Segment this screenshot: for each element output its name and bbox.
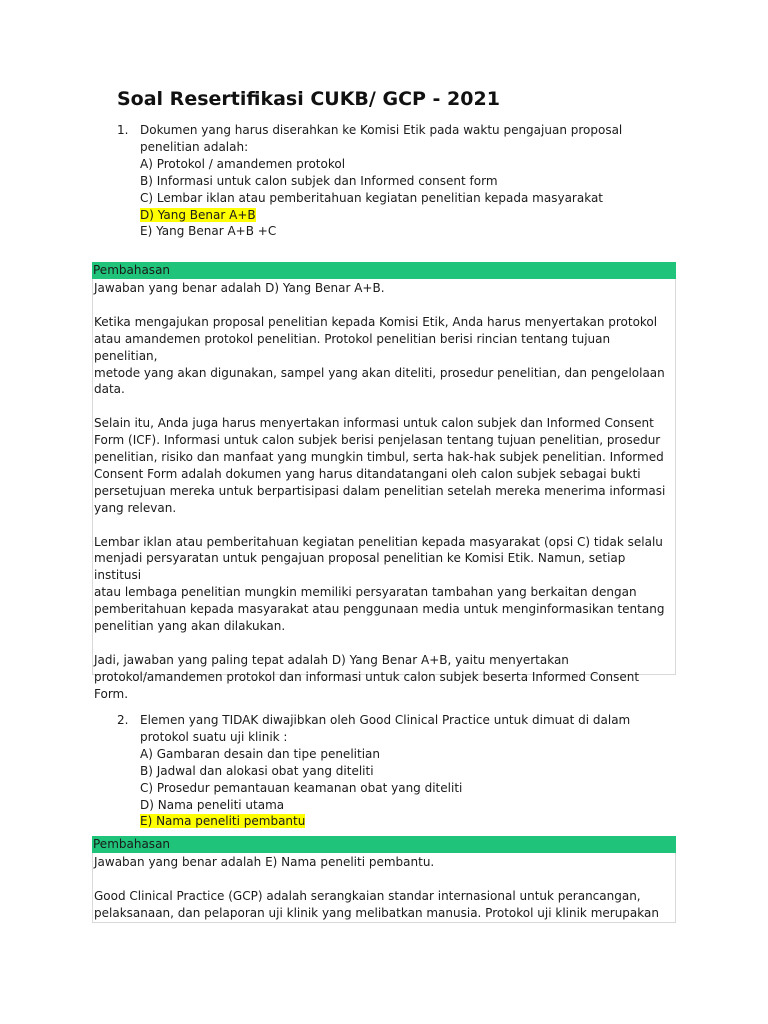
discussion-body [93, 853, 675, 922]
question-number: 2. [117, 713, 129, 727]
question-number: 1. [117, 123, 129, 137]
option-b: B) Jadwal dan alokasi obat yang diteliti [140, 763, 374, 778]
discussion-paragraph: Ketika mengajukan proposal penelitian kepada Komisi Etik, Anda harus menyertakan protokol atau amandemen protokol penelitian. Protokol penelitian berisi rincian tentang tujuan penelitian, metode yang akan digunakan, sampel yang akan diteliti, prosedur penelitian, dan pengelolaan data. [94, 314, 665, 397]
discussion-body [93, 279, 675, 703]
option-b: B) Informasi untuk calon subjek dan Informed consent form [140, 173, 498, 188]
question-text-line: Dokumen yang harus diserahkan ke Komisi Etik pada waktu pengajuan proposal [140, 123, 623, 137]
question-text-line: protokol suatu uji klinik : [140, 729, 288, 744]
question-2 [117, 712, 677, 830]
discussion-box-1 [92, 262, 676, 701]
discussion-paragraph: Good Clinical Practice (GCP) adalah serangkaian standar internasional untuk perancangan, pelaksanaan, dan pelaporan uji klinik yang melibatkan manusia. Protokol uji klinik merupakan [94, 888, 659, 920]
discussion-paragraph: Jawaban yang benar adalah D) Yang Benar A+B. [94, 281, 385, 295]
option-d-highlighted: D) Yang Benar A+B [140, 207, 256, 222]
discussion-box-2 [92, 836, 676, 923]
document-title: Soal Resertifikasi CUKB/ GCP - 2021 [117, 88, 500, 110]
discussion-header: Pembahasan [92, 262, 676, 279]
discussion-paragraph: Jadi, jawaban yang paling tepat adalah D) Yang Benar A+B, yaitu menyertakan protokol/amandemen protokol dan informasi untuk calon subjek beserta Informed Consent Form. [94, 652, 640, 701]
option-c: C) Prosedur pemantauan keamanan obat yang diteliti [140, 780, 463, 795]
discussion-paragraph: Jawaban yang benar adalah E) Nama peneliti pembantu. [94, 855, 435, 869]
discussion-paragraph: Lembar iklan atau pemberitahuan kegiatan penelitian kepada masyarakat (opsi C) tidak selalu menjadi persyaratan untuk pengajuan proposal penelitian ke Komisi Etik. Namun, setiap institusi atau lembaga penelitian mungkin memiliki persyaratan tambahan yang berkaitan dengan pemberitahuan kepada masyarakat atau penggunaan media untuk menginformasikan tentang penelitian yang akan dilakukan. [94, 534, 665, 634]
discussion-paragraph: Selain itu, Anda juga harus menyertakan informasi untuk calon subjek dan Informed Consent Form (ICF). Informasi untuk calon subjek berisi penjelasan tentang tujuan penelitian, prosedur penelitian, risiko dan manfaat yang mungkin timbul, serta hak-hak subjek penelitian. Informed Consent Form adalah dokumen yang harus ditandatangani oleh calon subjek sebagai bukti persetujuan mereka untuk berpartisipasi dalam penelitian setelah mereka menerima informasi yang relevan. [94, 416, 666, 515]
option-e: E) Yang Benar A+B +C [140, 224, 277, 239]
question-text-line: penelitian adalah: [140, 139, 249, 154]
option-d: D) Nama peneliti utama [140, 797, 285, 812]
question-text-line: Elemen yang TIDAK diwajibkan oleh Good Clinical Practice untuk dimuat di dalam [140, 713, 631, 727]
option-c: C) Lembar iklan atau pemberitahuan kegiatan penelitian kepada masyarakat [140, 190, 604, 205]
discussion-header: Pembahasan [92, 836, 676, 853]
option-e-highlighted: E) Nama peneliti pembantu [140, 814, 306, 829]
option-a: A) Protokol / amandemen protokol [140, 156, 346, 171]
option-a: A) Gambaran desain dan tipe penelitian [140, 746, 380, 761]
question-1 [117, 122, 677, 240]
